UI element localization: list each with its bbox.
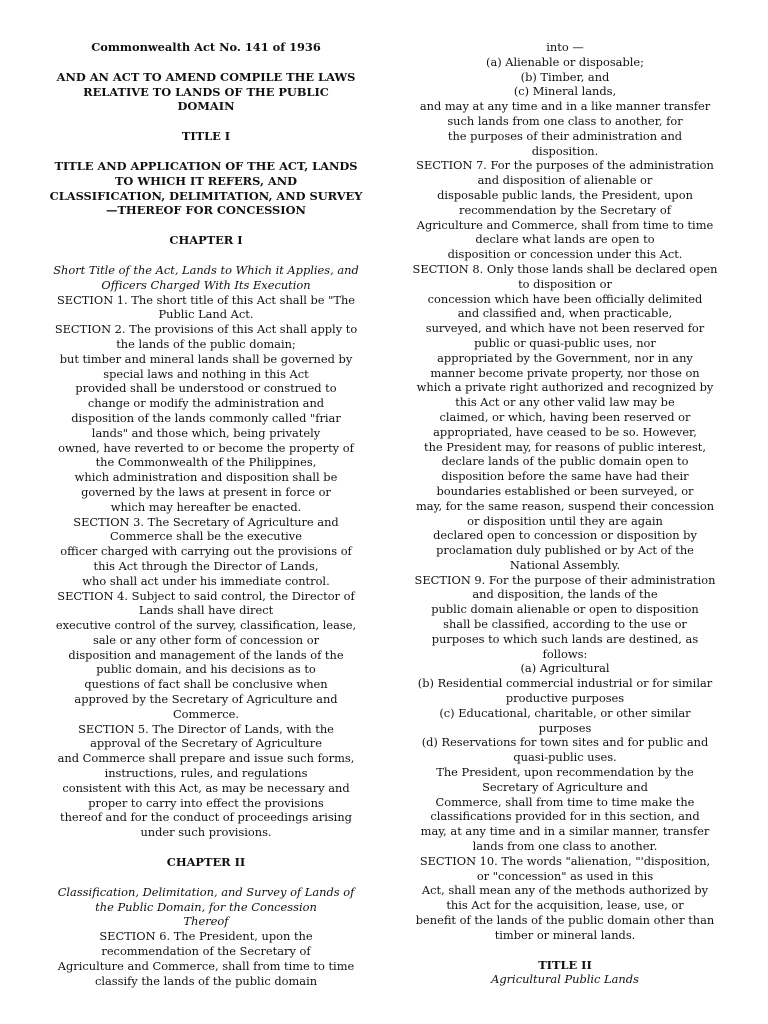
chapter-ii-heading — [44, 885, 368, 929]
text-line: classifications provided for in this section, and — [430, 809, 700, 824]
text-line: appropriated, have ceased to be so. However, — [433, 424, 697, 439]
text-line: Commerce shall be the executive — [110, 529, 302, 544]
text-line: concession which have been officially delimited — [427, 291, 703, 306]
text-line: (d) Reservations for town sites and for public and — [421, 735, 709, 750]
text-line: the Commonwealth of the Philippines, — [95, 455, 317, 470]
text-line: appropriated by the Government, nor in any — [437, 350, 693, 365]
act-subtitle-line: RELATIVE TO LANDS OF THE PUBLIC — [83, 84, 329, 99]
text-line: or "concession" as used in this — [476, 868, 654, 883]
text-line: SECTION 10. The words "alienation, "'disposition, — [419, 853, 711, 868]
text-line: the purposes of their administration and — [447, 128, 683, 143]
title-i-heading-line: TITLE AND APPLICATION OF THE ACT, LANDS — [54, 158, 358, 173]
text-line: declare lands of the public domain open to — [441, 454, 689, 469]
text-line: public domain alienable or open to disposition — [431, 602, 699, 617]
text-line: such lands from one class to another, for — [447, 113, 683, 128]
text-line: proper to carry into effect the provisions — [88, 795, 324, 810]
text-line: the lands of the public domain; — [116, 336, 296, 351]
title-i-heading — [44, 159, 368, 218]
text-line: manner become private property, nor those on — [430, 365, 700, 380]
text-line: this Act for the acquisition, lease, use, or — [446, 898, 684, 913]
text-line: benefit of the lands of the public domain other than — [415, 913, 715, 928]
text-line: timber or mineral lands. — [494, 927, 636, 942]
text-line: Public Land Act. — [158, 307, 254, 322]
text-line: but timber and mineral lands shall be governed by — [59, 351, 353, 366]
text-line: declared open to concession or disposition by — [433, 528, 697, 543]
title-i-label: TITLE I — [181, 129, 231, 144]
text-line: (a) Alienable or disposable; — [486, 54, 644, 69]
chapter-i-heading — [44, 263, 368, 293]
text-line: public domain, and his decisions as to — [96, 662, 316, 677]
text-line: disposition and management of the lands of the — [68, 647, 344, 662]
chapter-ii-label: CHAPTER II — [166, 855, 246, 870]
text-line: SECTION 2. The provisions of this Act shall apply to — [54, 322, 358, 337]
text-line: declare what lands are open to — [475, 232, 655, 247]
text-line: or disposition until they are again — [467, 513, 663, 528]
text-line: which may hereafter be enacted. — [110, 499, 302, 514]
chapter-i-heading-line: Officers Charged With Its Execution — [101, 277, 311, 292]
text-line: this Act through the Director of Lands, — [93, 558, 319, 573]
text-line: and may at any time and in a like manner transfer — [419, 99, 711, 114]
title-i-heading-line: TO WHICH IT REFERS, AND — [114, 173, 298, 188]
text-line: thereof and for the conduct of proceedings arising — [60, 810, 352, 825]
text-line: this Act or any other valid law may be — [455, 395, 675, 410]
text-line: (c) Mineral lands, — [513, 84, 617, 99]
text-line: Act, shall mean any of the methods authorized by — [421, 883, 709, 898]
text-line: proclamation duly published or by Act of the — [436, 543, 694, 558]
text-line: follows: — [542, 646, 588, 661]
text-line: and disposition of alienable or — [477, 173, 653, 188]
chapter-ii-heading-line: Classification, Delimitation, and Survey of Lands of — [57, 884, 355, 899]
text-line: owned, have reverted to or become the property of — [58, 440, 354, 455]
text-line: Commerce. — [172, 706, 240, 721]
text-line: (b) Residential commercial industrial or for similar — [417, 676, 713, 691]
text-line: Agriculture and Commerce, shall from time to time — [57, 958, 355, 973]
text-line: which administration and disposition shall be — [74, 470, 338, 485]
text-line: disposition of the lands commonly called "friar — [71, 410, 341, 425]
text-line: approved by the Secretary of Agriculture and — [74, 692, 338, 707]
text-line: which a private right authorized and recognized by — [416, 380, 714, 395]
chapter-i-heading-line: Short Title of the Act, Lands to Which it Applies, and — [53, 262, 359, 277]
text-line: special laws and nothing in this Act — [103, 366, 309, 381]
text-line: provided shall be understood or construed to — [75, 381, 337, 396]
title-i-heading-line: CLASSIFICATION, DELIMITATION, AND SURVEY — [49, 188, 363, 203]
text-line: SECTION 5. The Director of Lands, with the — [78, 721, 334, 736]
text-line: SECTION 9. For the purpose of their administration — [414, 572, 716, 587]
text-line: and Commerce shall prepare and issue such forms, — [57, 751, 355, 766]
text-line: Secretary of Agriculture and — [482, 779, 648, 794]
title-ii-heading: Agricultural Public Lands — [491, 972, 639, 987]
text-line: and classified and, when practicable, — [457, 306, 673, 321]
text-line: disposition. — [531, 143, 599, 158]
left-column — [44, 40, 368, 988]
text-line: the President may, for reasons of public interest, — [424, 439, 706, 454]
chapter-ii-heading-line: Thereof — [183, 914, 229, 929]
text-line: classify the lands of the public domain — [94, 973, 318, 988]
text-line: quasi-public uses. — [513, 750, 617, 765]
chapter-i-body — [44, 293, 368, 840]
text-line: SECTION 4. Subject to said control, the Director of — [57, 588, 355, 603]
text-line: and disposition, the lands of the — [472, 587, 658, 602]
text-line: (a) Agricultural — [520, 661, 610, 676]
text-line: SECTION 3. The Secretary of Agriculture and — [73, 514, 339, 529]
text-line: may, for the same reason, suspend their concession — [415, 498, 715, 513]
text-line: SECTION 8. Only those lands shall be declared open — [412, 261, 718, 276]
text-line: instructions, rules, and regulations — [104, 766, 308, 781]
text-line: productive purposes — [505, 691, 625, 706]
text-line: shall be classified, according to the use or — [443, 617, 687, 632]
act-subtitle-line: DOMAIN — [177, 99, 235, 114]
text-line: executive control of the survey, classification, lease, — [55, 618, 357, 633]
act-subtitle — [44, 70, 368, 114]
text-line: questions of fact shall be conclusive when — [84, 677, 328, 692]
act-title: Commonwealth Act No. 141 of 1936 — [91, 40, 321, 54]
text-line: may, at any time and in a similar manner, transfer — [420, 824, 710, 839]
right-column — [402, 40, 728, 987]
text-line: surveyed, and which have not been reserved for — [425, 321, 705, 336]
title-i-heading-line: —THEREOF FOR CONCESSION — [106, 203, 306, 218]
text-line: recommendation of the Secretary of — [101, 944, 311, 959]
text-line: officer charged with carrying out the provisions of — [60, 544, 352, 559]
text-line: SECTION 7. For the purposes of the administration — [416, 158, 714, 173]
text-line: purposes to which such lands are destined, as — [431, 631, 699, 646]
text-line: public or quasi-public uses, nor — [474, 335, 656, 350]
text-line: disposable public lands, the President, upon — [437, 187, 693, 202]
text-line: lands from one class to another. — [472, 839, 658, 854]
text-line: under such provisions. — [140, 825, 272, 840]
text-line: Lands shall have direct — [138, 603, 274, 618]
text-line: into — — [546, 40, 584, 54]
chapter-i-label: CHAPTER I — [169, 233, 243, 248]
text-line: SECTION 6. The President, upon the — [99, 929, 313, 944]
text-line: who shall act under his immediate control. — [82, 573, 330, 588]
text-line: lands" and those which, being privately — [91, 425, 321, 440]
text-line: The President, upon recommendation by the — [436, 765, 694, 780]
text-line: Agriculture and Commerce, shall from time to time — [416, 217, 714, 232]
text-line: boundaries established or been surveyed, or — [436, 483, 694, 498]
text-line: consistent with this Act, as may be necessary and — [62, 780, 350, 795]
text-line: change or modify the administration and — [87, 396, 325, 411]
text-line: claimed, or which, having been reserved or — [439, 409, 691, 424]
chapter-ii-heading-line: the Public Domain, for the Concession — [95, 899, 317, 914]
act-subtitle-line: AND AN ACT TO AMEND COMPILE THE LAWS — [56, 69, 356, 84]
text-line: disposition or concession under this Act. — [447, 247, 683, 262]
right-body — [402, 40, 728, 943]
text-line: Commerce, shall from time to time make the — [435, 794, 695, 809]
text-line: governed by the laws at present in force or — [81, 484, 331, 499]
text-line: (c) Educational, charitable, or other similar — [439, 705, 691, 720]
text-line: recommendation by the Secretary of — [459, 202, 671, 217]
title-ii-label: TITLE II — [538, 957, 592, 972]
text-line: approval of the Secretary of Agriculture — [90, 736, 322, 751]
chapter-ii-body — [44, 929, 368, 988]
text-line: National Assembly. — [509, 557, 621, 572]
text-line: to disposition or — [518, 276, 612, 291]
text-line: disposition before the same have had their — [441, 469, 689, 484]
text-line: SECTION 1. The short title of this Act shall be "The — [56, 292, 356, 307]
text-line: (b) Timber, and — [520, 69, 610, 84]
text-line: sale or any other form of concession or — [92, 632, 320, 647]
text-line: purposes — [538, 720, 592, 735]
